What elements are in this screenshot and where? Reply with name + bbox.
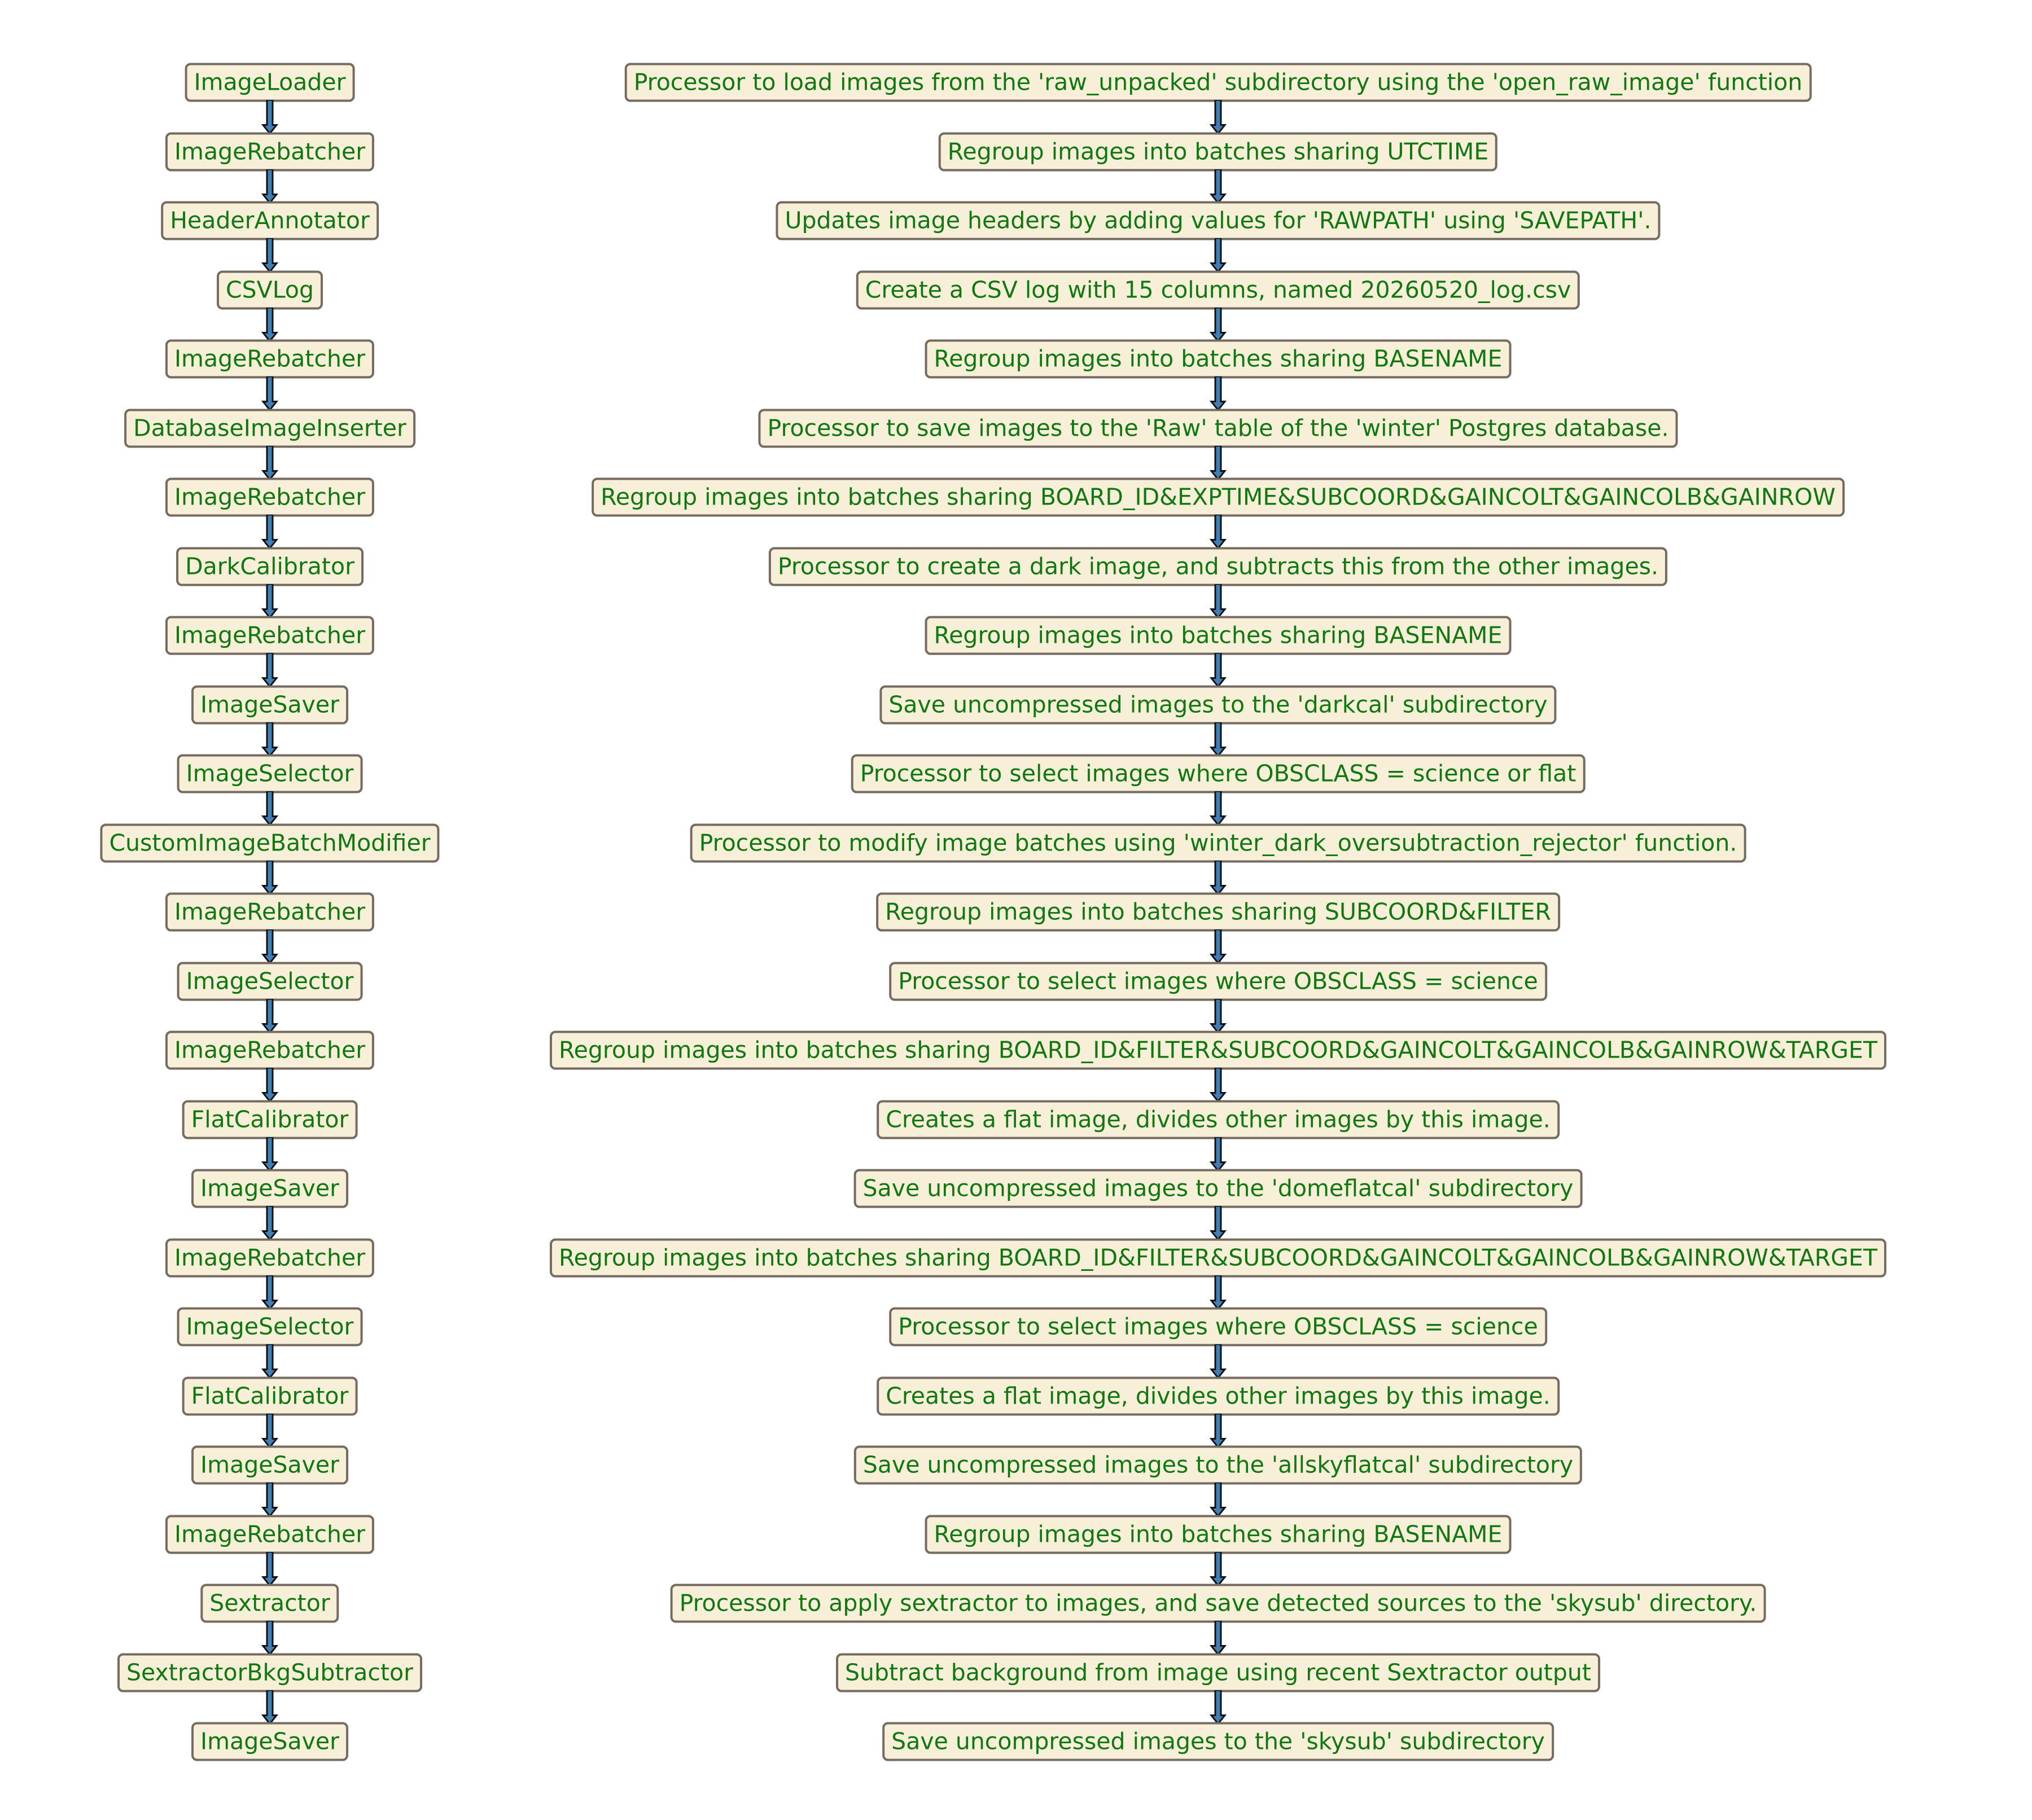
arrow-right-20 bbox=[1210, 1414, 1227, 1448]
arrow-right-15 bbox=[1210, 1068, 1227, 1102]
arrow-left-10 bbox=[261, 722, 278, 757]
step-description-1: Processor to load images from the 'raw_unpacked' subdirectory using the 'open_raw_image' function bbox=[625, 63, 1812, 102]
arrow-right-19 bbox=[1210, 1344, 1227, 1379]
step-description-25: Save uncompressed images to the 'skysub' subdirectory bbox=[882, 1722, 1554, 1761]
step-description-12: Processor to modify image batches using 'winter_dark_oversubtraction_rejector' function. bbox=[690, 823, 1746, 862]
arrow-left-18 bbox=[261, 1275, 278, 1310]
arrow-left-12 bbox=[261, 861, 278, 895]
arrow-left-14 bbox=[261, 999, 278, 1033]
step-name-25: ImageSaver bbox=[191, 1722, 348, 1761]
arrow-left-5 bbox=[261, 376, 278, 411]
step-name-20: FlatCalibrator bbox=[182, 1376, 358, 1415]
step-name-19: ImageSelector bbox=[177, 1308, 363, 1347]
arrow-left-17 bbox=[261, 1206, 278, 1240]
step-name-7: ImageRebatcher bbox=[165, 478, 374, 517]
step-name-23: Sextractor bbox=[200, 1584, 339, 1623]
step-name-9: ImageRebatcher bbox=[165, 616, 374, 655]
step-name-21: ImageSaver bbox=[191, 1446, 348, 1485]
step-description-7: Regroup images into batches sharing BOARD_ID&EXPTIME&SUBCOORD&GAINCOLT&GAINCOLB&GAINROW bbox=[592, 478, 1845, 517]
step-description-5: Regroup images into batches sharing BASENAME bbox=[925, 340, 1512, 379]
step-name-12: CustomImageBatchModifier bbox=[100, 823, 439, 862]
step-description-6: Processor to save images to the 'Raw' table of the 'winter' Postgres database. bbox=[758, 409, 1678, 448]
arrow-right-2 bbox=[1210, 169, 1227, 204]
step-name-24: SextractorBkgSubtractor bbox=[117, 1653, 422, 1692]
arrow-right-12 bbox=[1210, 861, 1227, 895]
arrow-right-3 bbox=[1210, 238, 1227, 273]
arrow-left-9 bbox=[261, 653, 278, 687]
step-name-13: ImageRebatcher bbox=[165, 893, 374, 932]
arrow-left-7 bbox=[261, 515, 278, 549]
arrow-left-19 bbox=[261, 1344, 278, 1379]
step-description-22: Regroup images into batches sharing BASENAME bbox=[925, 1515, 1512, 1554]
step-name-4: CSVLog bbox=[217, 270, 323, 309]
arrow-right-6 bbox=[1210, 446, 1227, 480]
arrow-left-3 bbox=[261, 238, 278, 273]
arrow-right-17 bbox=[1210, 1206, 1227, 1240]
arrow-left-22 bbox=[261, 1552, 278, 1586]
arrow-left-6 bbox=[261, 446, 278, 480]
arrow-right-7 bbox=[1210, 515, 1227, 549]
arrow-right-22 bbox=[1210, 1552, 1227, 1586]
arrow-right-5 bbox=[1210, 376, 1227, 411]
arrow-left-16 bbox=[261, 1137, 278, 1172]
arrow-left-4 bbox=[261, 308, 278, 342]
arrow-left-11 bbox=[261, 791, 278, 826]
step-name-2: ImageRebatcher bbox=[165, 132, 374, 171]
arrow-left-2 bbox=[261, 169, 278, 204]
arrow-right-14 bbox=[1210, 999, 1227, 1033]
step-description-10: Save uncompressed images to the 'darkcal' subdirectory bbox=[879, 685, 1556, 724]
step-description-20: Creates a flat image, divides other images by this image. bbox=[877, 1376, 1560, 1415]
step-name-18: ImageRebatcher bbox=[165, 1238, 374, 1277]
step-description-24: Subtract background from image using recent Sextractor output bbox=[836, 1653, 1600, 1692]
step-description-13: Regroup images into batches sharing SUBCOORD&FILTER bbox=[876, 893, 1560, 932]
step-description-21: Save uncompressed images to the 'allskyflatcal' subdirectory bbox=[854, 1446, 1582, 1485]
step-name-16: FlatCalibrator bbox=[182, 1100, 358, 1139]
arrow-right-24 bbox=[1210, 1690, 1227, 1725]
step-description-2: Regroup images into batches sharing UTCTIME bbox=[939, 132, 1497, 171]
arrow-left-1 bbox=[261, 100, 278, 134]
arrow-right-1 bbox=[1210, 100, 1227, 134]
step-description-8: Processor to create a dark image, and subtracts this from the other images. bbox=[769, 547, 1667, 586]
step-description-23: Processor to apply sextractor to images, and save detected sources to the 'skysub' directory. bbox=[671, 1584, 1766, 1623]
step-description-3: Updates image headers by adding values for 'RAWPATH' using 'SAVEPATH'. bbox=[776, 201, 1660, 240]
step-description-9: Regroup images into batches sharing BASENAME bbox=[925, 616, 1512, 655]
step-name-1: ImageLoader bbox=[185, 63, 355, 102]
arrow-left-13 bbox=[261, 929, 278, 964]
step-name-6: DatabaseImageInserter bbox=[124, 409, 415, 448]
step-description-15: Regroup images into batches sharing BOARD_ID&FILTER&SUBCOORD&GAINCOLT&GAINCOLB&GAINROW&TARGET bbox=[550, 1031, 1886, 1070]
arrow-right-8 bbox=[1210, 584, 1227, 619]
step-description-14: Processor to select images where OBSCLASS = science bbox=[889, 962, 1547, 1001]
step-description-19: Processor to select images where OBSCLASS = science bbox=[889, 1308, 1547, 1347]
arrow-left-24 bbox=[261, 1690, 278, 1725]
step-description-11: Processor to select images where OBSCLASS = science or flat bbox=[851, 755, 1586, 793]
arrow-left-8 bbox=[261, 584, 278, 619]
arrow-left-15 bbox=[261, 1068, 278, 1102]
step-description-16: Creates a flat image, divides other images by this image. bbox=[877, 1100, 1560, 1139]
arrow-right-21 bbox=[1210, 1483, 1227, 1517]
arrow-right-13 bbox=[1210, 929, 1227, 964]
arrow-right-18 bbox=[1210, 1275, 1227, 1310]
arrow-right-23 bbox=[1210, 1621, 1227, 1655]
step-name-5: ImageRebatcher bbox=[165, 340, 374, 379]
step-name-11: ImageSelector bbox=[177, 755, 363, 793]
step-name-3: HeaderAnnotator bbox=[161, 201, 379, 240]
arrow-left-21 bbox=[261, 1483, 278, 1517]
step-description-17: Save uncompressed images to the 'domeflatcal' subdirectory bbox=[854, 1169, 1583, 1208]
step-name-15: ImageRebatcher bbox=[165, 1031, 374, 1070]
step-name-8: DarkCalibrator bbox=[176, 547, 364, 586]
arrow-right-11 bbox=[1210, 791, 1227, 826]
step-name-14: ImageSelector bbox=[177, 962, 363, 1001]
step-description-4: Create a CSV log with 15 columns, named 20260520_log.csv bbox=[856, 270, 1580, 309]
step-name-17: ImageSaver bbox=[191, 1169, 348, 1208]
arrow-right-9 bbox=[1210, 653, 1227, 687]
arrow-right-4 bbox=[1210, 308, 1227, 342]
arrow-right-16 bbox=[1210, 1137, 1227, 1172]
arrow-left-23 bbox=[261, 1621, 278, 1655]
arrow-left-20 bbox=[261, 1414, 278, 1448]
step-name-10: ImageSaver bbox=[191, 685, 348, 724]
step-name-22: ImageRebatcher bbox=[165, 1515, 374, 1554]
step-description-18: Regroup images into batches sharing BOARD_ID&FILTER&SUBCOORD&GAINCOLT&GAINCOLB&GAINROW&TARGET bbox=[550, 1238, 1886, 1277]
arrow-right-10 bbox=[1210, 722, 1227, 757]
